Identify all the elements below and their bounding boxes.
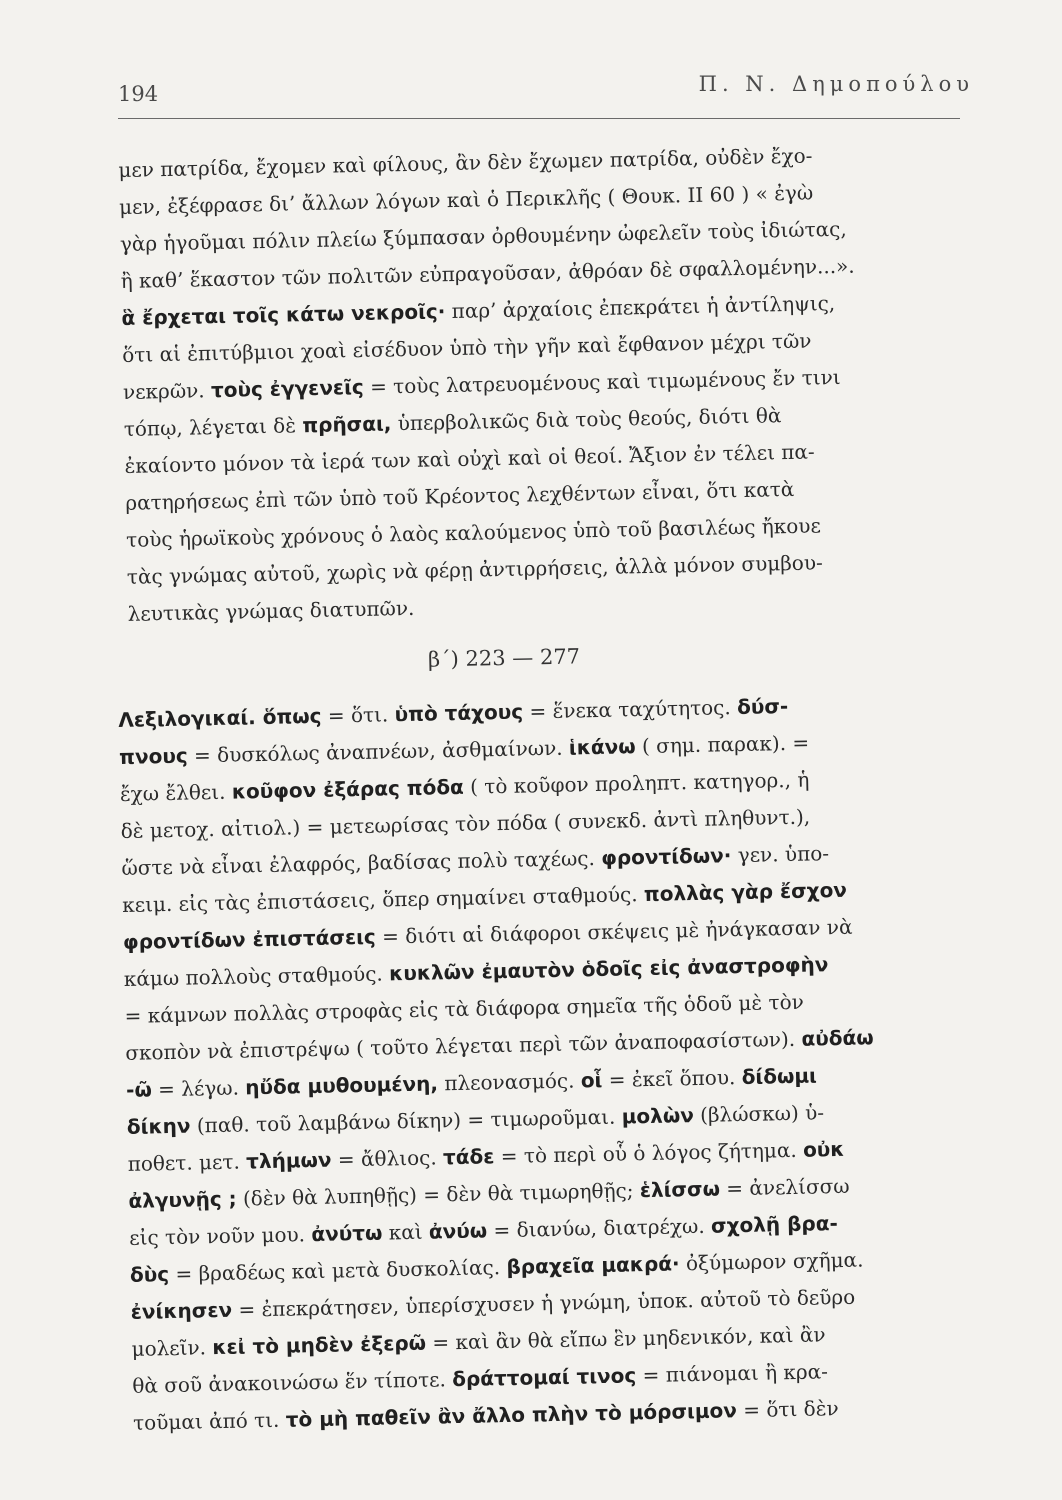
- text-run: = διότι αἱ διάφοροι σκέψεις μὲ ἠνάγκασαν νὰ: [375, 914, 853, 949]
- text-run: ὑπερβολικῶς διὰ τοὺς θεούς, διότι θὰ: [391, 403, 782, 436]
- lemma-term: κυκλῶν ἐμαυτὸν ὁδοῖς εἰς ἀναστροφὴν: [388, 952, 829, 986]
- commentary-paragraph-1: [118, 134, 986, 633]
- lemma-term: ἑλίσσω: [639, 1176, 721, 1203]
- lemma-term: τοὺς ἐγγενεῖς: [210, 374, 364, 403]
- text-run: = καὶ ἂν θὰ εἴπω ἓν μηδενικόν, καὶ ἂν: [425, 1322, 826, 1355]
- text-run: ( σημ. παρακ). =: [635, 730, 810, 759]
- text-run: (βλώσκω) ὑ-: [693, 1100, 825, 1128]
- lemma-term: πολλὰς γὰρ ἔσχον: [643, 877, 848, 907]
- text-run: = ἐκεῖ ὅπου.: [602, 1065, 742, 1092]
- text-run: μεν πατρίδα, ἔχομεν καὶ φίλους, ἂν δὲν ἔχωμεν πατρίδα, οὐδὲν ἔχο-: [118, 143, 813, 182]
- text-run: γεν. ὑπο-: [731, 841, 830, 868]
- text-run: = πιάνομαι ἢ κρα-: [635, 1359, 829, 1388]
- text-run: ὅτι αἱ ἐπιτύβμιοι χοαὶ εἰσέδυον ὑπὸ τὴν γῆν καὶ ἔφθανον μέχρι τῶν: [122, 328, 812, 367]
- lemma-term: τὸ μὴ παθεῖν ἂν ἄλλο πλὴν τὸ μόρσιμον: [285, 1398, 738, 1432]
- text-run: τὰς γνώμας αὐτοῦ, χωρὶς νὰ φέρῃ ἀντιρρήσεις, ἀλλὰ μόνον συμβου-: [126, 550, 823, 589]
- text-run: νεκρῶν.: [122, 378, 212, 404]
- text-run: = ἐπεκράτησεν, ὑπερίσχυσεν ἡ γνώμη, ὑποκ. αὐτοῦ τὸ δεῦρο: [231, 1284, 856, 1322]
- section-heading: β΄) 223 — 277: [427, 644, 581, 672]
- text-run: = δυσκόλως ἀναπνέων, ἀσθμαίνων.: [187, 735, 570, 768]
- text-run: κάμω πολλοὺς σταθμούς.: [123, 961, 390, 991]
- text-run: = τοὺς λατρευομένους καὶ τιμωμένους ἔν τινι: [363, 364, 841, 399]
- running-head: Π. Ν. Δημοπούλου: [698, 72, 974, 96]
- text-run: γὰρ ἡγοῦμαι πόλιν πλείω ξύμπασαν ὀρθουμένην ὠφελεῖν τοὺς ἰδιώτας,: [119, 216, 847, 256]
- lemma-term: ηὔδα μυθουμένη,: [245, 1071, 439, 1100]
- text-run: = τὸ περὶ οὗ ὁ λόγος ζήτημα.: [494, 1137, 804, 1169]
- lemma-term: τλήμων: [245, 1147, 332, 1174]
- text-run: εἰς τὸν νοῦν μου.: [128, 1222, 312, 1250]
- lemma-term: κοῦφον ἐξάρας πόδα: [231, 774, 465, 804]
- lemma-term: δὺς: [129, 1262, 170, 1287]
- text-run: = ἕνεκα ταχύτητος.: [522, 695, 738, 724]
- text-run: = ἀνελίσσω: [719, 1173, 850, 1201]
- lemma-term: βραχεῖα μακρά·: [506, 1251, 680, 1279]
- text-run: μολεῖν.: [131, 1335, 213, 1361]
- lemma-term: τάδε: [442, 1144, 495, 1170]
- text-run: = κάμνων πολλὰς στροφὰς εἰς τὰ διάφορα σημεῖα τῆς ὁδοῦ μὲ τὸν: [124, 989, 805, 1028]
- lemma-term: κεἰ τὸ μηδὲν ἐξερῶ: [212, 1330, 427, 1360]
- text-run: τοὺς ἡρωϊκοὺς χρόνους ὁ λαὸς καλούμενος ὑπὸ τοῦ βασιλέως ἤκουε: [125, 513, 822, 552]
- text-run: ποθετ. μετ.: [127, 1149, 247, 1176]
- lemma-term: φροντίδων ἐπιστάσεις: [122, 924, 377, 954]
- text-run: = ὅτι δὲν: [736, 1396, 839, 1423]
- text-run: ρατηρήσεως ἐπὶ τῶν ὑπὸ τοῦ Κρέοντος λεχθέντων εἶναι, ὅτι κατὰ: [125, 476, 795, 515]
- lemma-term: -ῶ: [125, 1077, 153, 1102]
- text-run: ἢ καθ’ ἕκαστον τῶν πολιτῶν εὐπραγοῦσαν, ἀθρόαν δὲ σφαλλομένην...».: [120, 253, 855, 293]
- text-run: = λέγω.: [151, 1075, 246, 1102]
- lemma-term: Λεξιλογικαί. ὅπως: [118, 703, 322, 732]
- lemma-term: ὑπὸ τάχους: [394, 699, 524, 727]
- lemma-term: οὐκ: [802, 1136, 845, 1162]
- lemma-term: ἱκάνω: [568, 734, 636, 760]
- lemma-term: δράττομαί τινος: [451, 1363, 637, 1392]
- text-run: τοῦμαι ἀπό τι.: [132, 1407, 286, 1435]
- lemma-term: μολὼν: [621, 1103, 695, 1129]
- lemma-term: φροντίδων·: [600, 843, 732, 870]
- lemma-term: δύσ-: [736, 693, 789, 720]
- lemma-term: πρῆσαι,: [302, 411, 392, 438]
- lemma-term: ἃ ἔρχεται τοῖς κάτω νεκροῖς·: [121, 299, 446, 330]
- text-run: ὀξύμωρον σχῆμα.: [679, 1247, 864, 1276]
- lemma-term: οἷ: [580, 1067, 603, 1093]
- text-run: (δὲν θὰ λυπηθῇς) = δὲν θὰ τιμωρηθῇς;: [236, 1178, 641, 1211]
- lemma-term: δίκην: [126, 1113, 191, 1139]
- text-run: μεν, ἐξέφρασε δι’ ἄλλων λόγων καὶ ὁ Περικλῆς ( Θουκ. ΙΙ 60 ) « ἐγὼ: [118, 180, 814, 219]
- lemma-term: δίδωμι: [741, 1063, 818, 1090]
- text-run: = βραδέως καὶ μετὰ δυσκολίας.: [168, 1254, 507, 1287]
- page-number: 194: [118, 82, 159, 106]
- lemma-term: πνους: [118, 743, 188, 769]
- lemma-term: σχολῇ βρα-: [710, 1211, 839, 1238]
- lemma-term: ἐνίκησεν: [130, 1297, 233, 1324]
- text-run: πλεονασμός.: [437, 1068, 582, 1096]
- text-run: κειμ. εἰς τὰς ἐπιστάσεις, ὅπερ σημαίνει σταθμούς.: [122, 882, 645, 917]
- text-run: τόπῳ, λέγεται δὲ: [123, 413, 303, 441]
- text-run: λευτικὰς γνώμας διατυπῶν.: [127, 595, 415, 626]
- text-run: (παθ. τοῦ λαμβάνω δίκην) = τιμωροῦμαι.: [190, 1104, 622, 1138]
- text-run: παρ’ ἀρχαίοις ἐπεκράτει ἡ ἀντίληψις,: [445, 291, 836, 324]
- text-run: δὲ μετοχ. αἰτιολ.) = μετεωρίσας τὸν πόδα ( συνεκδ. ἀντὶ πληθυντ.),: [120, 804, 811, 843]
- lemma-term: ἀνύτω: [311, 1220, 383, 1247]
- text-run: ἐκαίοντο μόνον τὰ ἱερά των καὶ οὐχὶ καὶ οἱ θεοί. Ἄξιον ἐν τέλει πα-: [124, 439, 815, 478]
- text-run: ( τὸ κοῦφον προληπτ. κατηγορ., ἡ: [463, 767, 810, 799]
- text-run: = διανύω, διατρέχω.: [486, 1213, 712, 1243]
- text-run: καὶ: [382, 1219, 430, 1245]
- lemma-term: αὐδάω: [801, 1025, 874, 1051]
- text-run: σκοπὸν νὰ ἐπιστρέψω ( τοῦτο λέγεται περὶ τῶν ἀναποφασίστων).: [125, 1026, 802, 1065]
- text-run: ἔχω ἔλθει.: [119, 779, 233, 806]
- lemma-term: ἀλγυνῇς ;: [128, 1186, 237, 1213]
- commentary-paragraph-2: [118, 684, 991, 1442]
- text-run: ὥστε νὰ εἶναι ἐλαφρός, βαδίσας πολὺ ταχέως.: [121, 845, 602, 880]
- lemma-term: ἀνύω: [428, 1218, 488, 1244]
- text-run: = ἄθλιος.: [331, 1145, 444, 1172]
- header-rule: [118, 118, 960, 119]
- text-run: = ὅτι.: [321, 702, 395, 728]
- text-run: θὰ σοῦ ἀνακοινώσω ἕν τίποτε.: [132, 1367, 453, 1398]
